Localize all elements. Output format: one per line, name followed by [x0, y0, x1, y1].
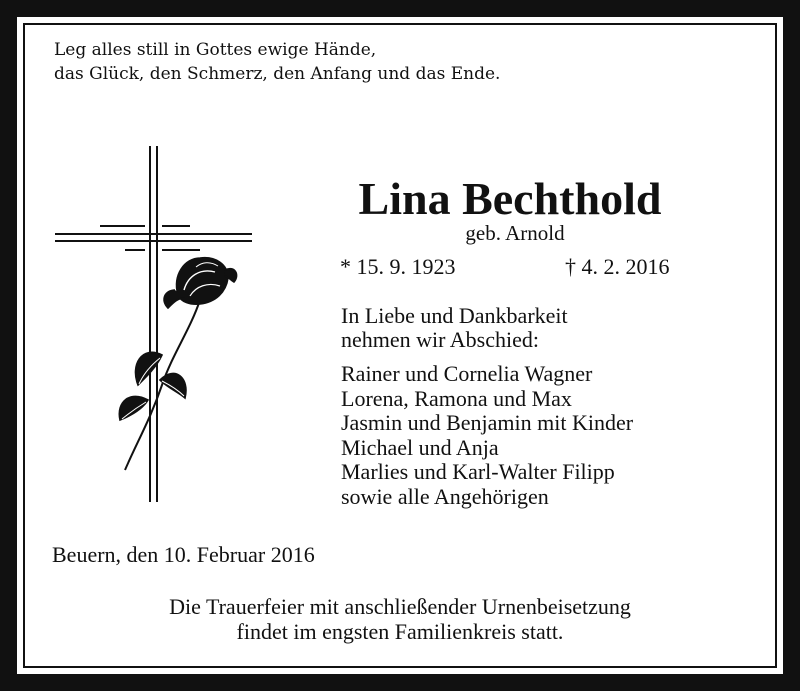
birth-date: * 15. 9. 1923: [340, 254, 456, 279]
motto-verse: [54, 38, 500, 86]
mourner-entry: Lorena, Ramona und Max: [341, 385, 572, 411]
motto-line-2: das Glück, den Schmerz, den Anfang und das Ende.: [54, 64, 501, 84]
place-and-date: Beuern, den 10. Februar 2016: [52, 542, 315, 567]
rose-icon: [119, 258, 236, 470]
farewell-line-2: nehmen wir Abschied:: [341, 327, 539, 352]
mourners-list: [341, 362, 633, 509]
mourner-entry: Marlies und Karl-Walter Filipp: [341, 459, 615, 484]
maiden-name: geb. Arnold: [465, 221, 565, 245]
ceremony-line-1: Die Trauerfeier mit anschließender Urnenbeisetzung: [169, 594, 631, 619]
deceased-name: Lina Bechthold: [358, 173, 662, 224]
mourner-entry: Michael und Anja: [341, 434, 499, 460]
farewell-text: [341, 304, 568, 352]
mourner-entry: Jasmin und Benjamin mit Kinder: [341, 410, 634, 435]
mourner-entry: sowie alle Angehörigen: [341, 483, 549, 509]
ceremony-notice: [0, 594, 800, 644]
ceremony-line-2: findet im engsten Familienkreis statt.: [236, 619, 564, 644]
motto-line-1: Leg alles still in Gottes ewige Hände,: [54, 40, 377, 60]
mourner-entry: Rainer und Cornelia Wagner: [341, 361, 593, 386]
death-date: † 4. 2. 2016: [565, 254, 670, 279]
farewell-line-1: In Liebe und Dankbarkeit: [341, 303, 568, 328]
